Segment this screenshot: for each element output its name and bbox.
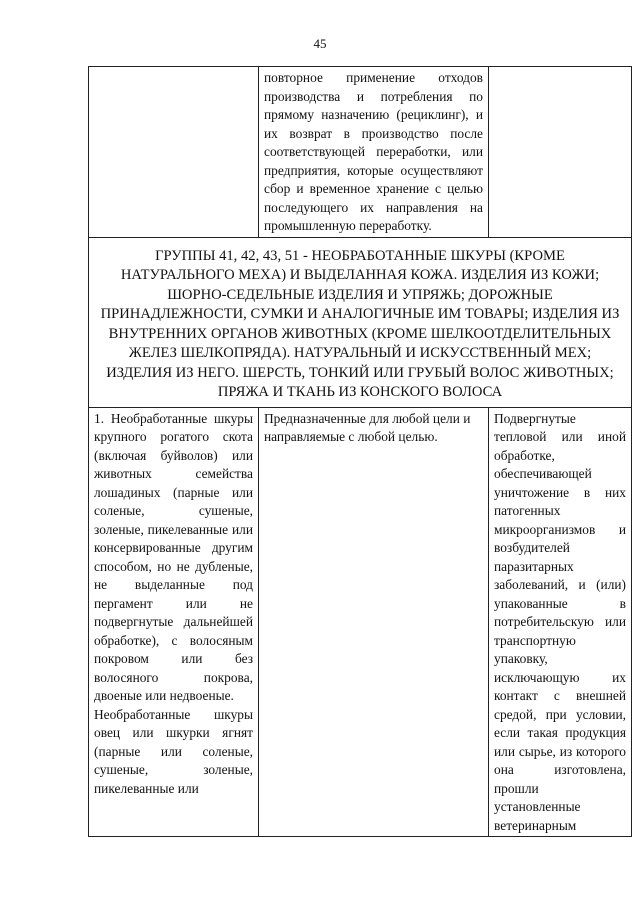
table-row-continuation [89, 67, 632, 238]
product-paragraph-2: Необработанные шкуры овец или шкурки ягнят (парные или соленые, сушеные, золеные, пикелеванные или [94, 706, 253, 796]
cell-continuation-text: повторное применение отходов производства и потребления по прямому назначению (рециклинг), и их возврат в производство после соответствующей переработки, или предприятия, которые осуществляют сбор и временное хранение с целью последующего их направления на промышленную переработку. [259, 67, 489, 238]
page-number: 45 [313, 36, 327, 51]
table-row-item-1 [89, 407, 632, 837]
regulation-table [88, 66, 632, 837]
group-heading: ГРУППЫ 41, 42, 43, 51 - НЕОБРАБОТАННЫЕ ШКУРЫ (КРОМЕ НАТУРАЛЬНОГО МЕХА) И ВЫДЕЛАННАЯ КОЖА. ИЗДЕЛИЯ ИЗ КОЖИ; ШОРНО-СЕДЕЛЬНЫЕ ИЗДЕЛИЯ И УПРЯЖЬ; ДОРОЖНЫЕ ПРИНАДЛЕЖНОСТИ, СУМКИ И АНАЛОГИЧНЫЕ ИМ ТОВАРЫ; ИЗДЕЛИЯ ИЗ ВНУТРЕННИХ ОРГАНОВ ЖИВОТНЫХ (КРОМЕ ШЕЛКООТДЕЛИТЕЛЬНЫХ ЖЕЛЕЗ ШЕЛКОПРЯДА). НАТУРАЛЬНЫЙ И ИСКУССТВЕННЫЙ МЕХ; ИЗДЕЛИЯ ИЗ НЕГО. ШЕРСТЬ, ТОНКИЙ ИЛИ ГРУБЫЙ ВОЛОС ЖИВОТНЫХ; ПРЯЖА И ТКАНЬ ИЗ КОНСКОГО ВОЛОСА [89, 237, 632, 407]
cell-empty-left [89, 67, 259, 238]
table-row-group-heading [89, 237, 632, 407]
cell-conditions: Подвергнутые тепловой или иной обработке, обеспечивающей уничтожение в них патогенных микроорганизмов и возбудителей паразитарных заболеваний, и (или) упакованные в потребительскую или транспортную упаковку, исключающую их контакт с внешней средой, при условии, если такая продукция или сырье, из которого она изготовлена, прошли установленные ветеринарным [489, 407, 632, 837]
cell-empty-right [489, 67, 632, 238]
cell-purpose: Предназначенные для любой цели и направляемые с любой целью. [259, 407, 489, 837]
product-paragraph-1: 1. Необработанные шкуры крупного рогатого скота (включая буйволов) или животных семейства лошадиных (парные или соленые, сушеные, золеные, пикелеванные или консервированные другим способом, но не дубленые, не выделанные под пергамент или не подвергнутые дальнейшей обработке), с волосяным покровом или без волосяного покрова, двоеные или недвоеные. [94, 410, 253, 703]
cell-product-description [89, 407, 259, 837]
